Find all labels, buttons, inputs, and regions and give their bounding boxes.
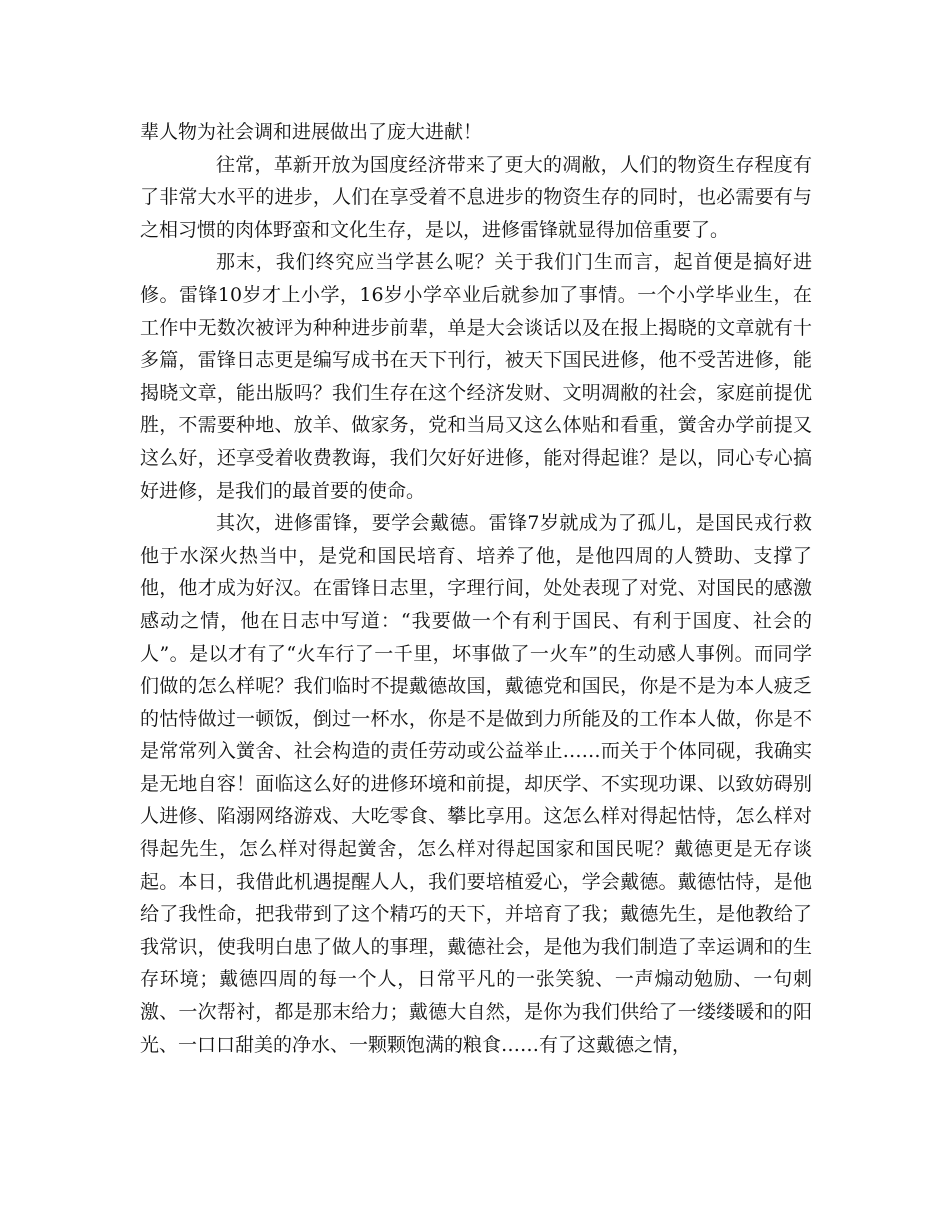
paragraph-continuation: 辈人物为社会调和进展做出了庞大进献！ bbox=[140, 121, 483, 143]
paragraph-study: 那末，我们终究应当学甚么呢？关于我们门生而言，起首便是搞好进修。雷锋10岁才上小学，16岁小学卒业后就参加了事情。一个小学毕业生，在工作中无数次被评为种种进步前辈，单是大会谈话以及在报上揭晓的文章就有十多篇，雷锋日志更是编写成书在天下刊行，被天下国民进修，他不受苦进修，能揭晓文章，能出版吗？我们生存在这个经济发财、文明凋敝的社会，家庭前提优胜，不需要种地、放羊、做家务，党和当局又这么体贴和看重，黉舍办学前提又这么好，还享受着收费教诲，我们欠好好进修，能对得起谁？是以，同心专心搞好进修，是我们的最首要的使命。 bbox=[140, 251, 812, 502]
document-body bbox=[140, 116, 812, 1061]
paragraph-gratitude: 其次，进修雷锋，要学会戴德。雷锋7岁就成为了孤儿，是国民戎行救他于水深火热当中，是党和国民培育、培养了他，是他四周的人赞助、支撑了他，他才成为好汉。在雷锋日志里，字理行间，处处表现了对党、对国民的感激感动之情，他在日志中写道：“我要做一个有利于国民、有利于国度、社会的人”。是以才有了“火车行了一千里，坏事做了一火车”的生动感人事例。而同学们做的怎么样呢？我们临时不提戴德故国，戴德党和国民，你是不是为本人疲乏的怙恃做过一顿饭，倒过一杯水，你是不是做到力所能及的工作本人做，你是不是常常列入黉舍、社会构造的责任劳动或公益举止……而关于个体同砚，我确实是无地自容！面临这么好的进修环境和前提，却厌学、不实现功课、以致妨碍别人进修、陷溺网络游戏、大吃零食、攀比享用。这怎么样对得起怙恃，怎么样对得起先生，怎么样对得起黉舍，怎么样对得起国家和国民呢？戴德更是无存谈起。本日，我借此机遇提醒人人，我们要培植爱心，学会戴德。戴德怙恃，是他给了我性命，把我带到了这个精巧的天下，并培育了我；戴德先生，是他教给了我常识，使我明白患了做人的事理，戴德社会，是他为我们制造了幸运调和的生存环境；戴德四周的每一个人，日常平凡的一张笑貌、一声煽动勉励、一句刺激、一次帮衬，都是那末给力；戴德大自然，是你为我们供给了一缕缕暖和的阳光、一口口甜美的净水、一颗颗饱满的粮食……有了这戴德之情， bbox=[140, 512, 812, 1056]
paragraph-reform-opening: 往常，革新开放为国度经济带来了更大的凋敝，人们的物资生存程度有了非常大水平的进步，人们在享受着不息进步的物资生存的同时，也必需要有与之相习惯的肉体野蛮和文化生存，是以，进修雷锋就显得加倍重要了。 bbox=[140, 153, 812, 241]
